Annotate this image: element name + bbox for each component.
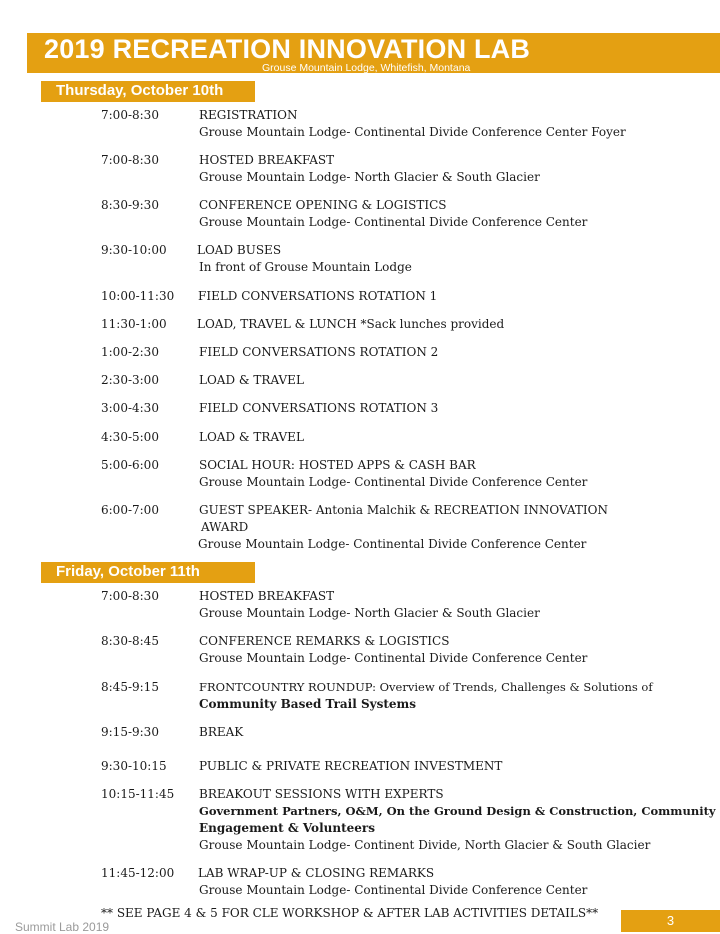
- event-location: Grouse Mountain Lodge- North Glacier & South Glacier: [199, 606, 540, 620]
- event-time: 7:00-8:30: [101, 108, 159, 122]
- event-location: Grouse Mountain Lodge- Continental Divide Conference Center: [199, 215, 588, 229]
- event-time: 8:45-9:15: [101, 680, 159, 694]
- day-label-friday: Friday, October 11th: [56, 563, 200, 580]
- footer-label: Summit Lab 2019: [15, 920, 110, 934]
- event-title: CONFERENCE REMARKS & LOGISTICS: [199, 634, 450, 648]
- footnote: ** SEE PAGE 4 & 5 FOR CLE WORKSHOP & AFTER LAB ACTIVITIES DETAILS**: [101, 906, 599, 920]
- event-title: SOCIAL HOUR: HOSTED APPS & CASH BAR: [199, 458, 476, 472]
- event-title: LAB WRAP-UP & CLOSING REMARKS: [198, 866, 435, 880]
- event-time: 8:30-8:45: [101, 634, 159, 648]
- event-title: LOAD, TRAVEL & LUNCH *Sack lunches provided: [197, 317, 505, 331]
- event-title: GUEST SPEAKER- Antonia Malchik & RECREATION INNOVATION: [199, 503, 608, 517]
- event-location: Grouse Mountain Lodge- Continental Divide Conference Center: [198, 537, 587, 551]
- event-title: FIELD CONVERSATIONS ROTATION 2: [199, 345, 439, 359]
- page-subtitle: Grouse Mountain Lodge, Whitefish, Montana: [262, 62, 471, 74]
- event-detail-continued: Engagement & Volunteers: [199, 821, 375, 835]
- event-time: 1:00-2:30: [101, 345, 159, 359]
- event-time: 7:00-8:30: [101, 153, 159, 167]
- event-time: 8:30-9:30: [101, 198, 159, 212]
- event-location: Grouse Mountain Lodge- Continental Divide Conference Center: [199, 883, 588, 897]
- event-time: 6:00-7:00: [101, 503, 159, 517]
- event-location: Grouse Mountain Lodge- Continental Divide Conference Center: [199, 475, 588, 489]
- event-time: 11:30-1:00: [101, 317, 167, 331]
- event-time: 3:00-4:30: [101, 401, 159, 415]
- event-title-continued: AWARD: [201, 520, 249, 534]
- event-time: 11:45-12:00: [101, 866, 175, 880]
- page-number-box: [621, 910, 720, 932]
- event-title: LOAD BUSES: [197, 243, 282, 257]
- event-title: LOAD & TRAVEL: [199, 430, 304, 444]
- event-detail: Government Partners, O&M, On the Ground Design & Construction, Community: [199, 804, 716, 818]
- event-time: 9:30-10:15: [101, 759, 167, 773]
- event-location: Grouse Mountain Lodge- Continental Divide Conference Center: [199, 651, 588, 665]
- event-title: FIELD CONVERSATIONS ROTATION 3: [199, 401, 439, 415]
- day-label-thursday: Thursday, October 10th: [56, 82, 224, 99]
- event-title: HOSTED BREAKFAST: [199, 589, 335, 603]
- event-location: Grouse Mountain Lodge- North Glacier & South Glacier: [199, 170, 540, 184]
- event-time: 7:00-8:30: [101, 589, 159, 603]
- event-location: Grouse Mountain Lodge- Continent Divide, North Glacier & South Glacier: [199, 838, 651, 852]
- event-title: BREAK: [199, 725, 244, 739]
- event-time: 4:30-5:00: [101, 430, 159, 444]
- event-title: FIELD CONVERSATIONS ROTATION 1: [198, 289, 438, 303]
- event-title: FRONTCOUNTRY ROUNDUP: Overview of Trends, Challenges & Solutions of: [199, 680, 653, 694]
- page-title: 2019 RECREATION INNOVATION LAB: [44, 34, 531, 64]
- event-title: REGISTRATION: [199, 108, 298, 122]
- event-location: In front of Grouse Mountain Lodge: [199, 260, 412, 274]
- event-title: CONFERENCE OPENING & LOGISTICS: [199, 198, 447, 212]
- event-title: LOAD & TRAVEL: [199, 373, 304, 387]
- event-time: 5:00-6:00: [101, 458, 159, 472]
- event-time: 2:30-3:00: [101, 373, 159, 387]
- event-title: PUBLIC & PRIVATE RECREATION INVESTMENT: [199, 759, 503, 773]
- event-time: 10:15-11:45: [101, 787, 175, 801]
- event-title: BREAKOUT SESSIONS WITH EXPERTS: [199, 787, 444, 801]
- event-location: Grouse Mountain Lodge- Continental Divide Conference Center Foyer: [199, 125, 626, 139]
- event-title-continued: Community Based Trail Systems: [199, 697, 417, 711]
- event-title: HOSTED BREAKFAST: [199, 153, 335, 167]
- event-time: 9:30-10:00: [101, 243, 167, 257]
- page-number: 3: [666, 913, 675, 928]
- event-time: 9:15-9:30: [101, 725, 159, 739]
- event-time: 10:00-11:30: [101, 289, 175, 303]
